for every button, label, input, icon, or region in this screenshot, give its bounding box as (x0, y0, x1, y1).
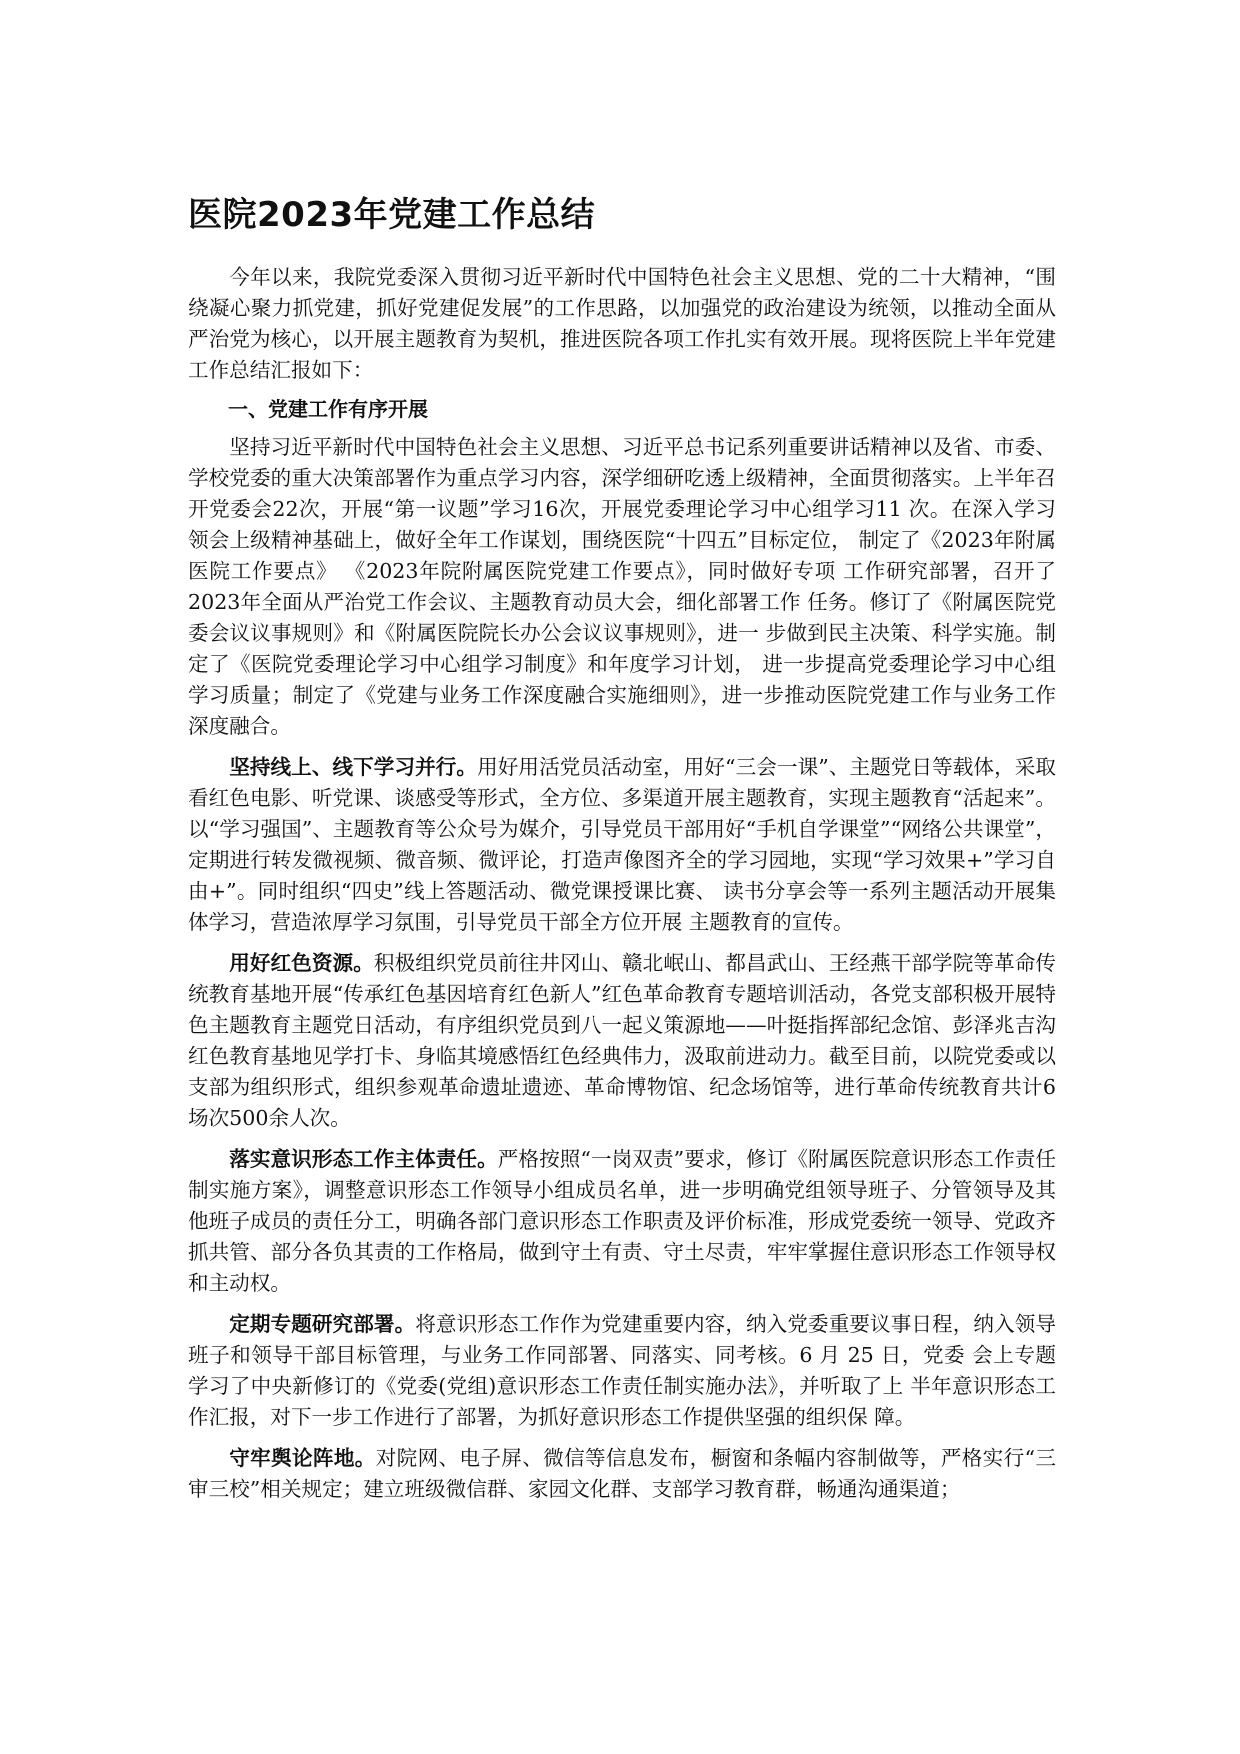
opinion-lead: 守牢舆论阵地。 (229, 1446, 376, 1470)
section-heading-1: 一、党建工作有序开展 (228, 397, 428, 421)
ideology-lead: 落实意识形态工作主体责任。 (229, 1147, 498, 1171)
study-body: 用好用活党员活动室，用好“三会一课”、主题党日等载体，采取看红色电影、听党课、谈感受等形式，全方位、多渠道开展主题教育，实现主题教育“活起来”。以“学习强国”、主题教育等公众号为媒介，引导党员干部用好“手机自学课堂”“网络公共课堂”，定期进行转发微视频、微音频、微评论，打造声像图齐全的学习园地，实现“学习效果+”学习自由+”。同时组织“四史”线上答题活动、微党课授课比赛、 读书分享会等一系列主题活动开展集体学习，营造浓厚学习氛围，引导党员干部全方位开展 主题教育的宣传。 (188, 755, 1056, 934)
research-paragraph (188, 1309, 1056, 1433)
study-paragraph (188, 752, 1056, 938)
red-resources-body: 积极组织党员前往井冈山、赣北岷山、都昌武山、王经燕干部学院等革命传统教育基地开展“传承红色基因培育红色新人”红色革命教育专题培训活动，各党支部积极开展特色主题教育主题党日活动，有序组织党员到八一起义策源地——叶挺指挥部纪念馆、彭泽兆吉沟红色教育基地见学打卡、身临其境感悟红色经典伟力，汲取前进动力。截至目前，以院党委或以支部为组织形式，组织参观革命遗址遗迹、革命博物馆、纪念场馆等，进行革命传统教育共计6场次500余人次。 (188, 951, 1057, 1130)
ideology-paragraph (188, 1144, 1056, 1299)
section-1-paragraph: 坚持习近平新时代中国特色社会主义思想、习近平总书记系列重要讲话精神以及省、市委、学校党委的重大决策部署作为重点学习内容，深学细研吃透上级精神，全面贯彻落实。上半年召开党委会22次，开展“第一议题”学习16次，开展党委理论学习中心组学习11 次。在深入学习领会上级精神基础上，做好全年工作谋划，围绕医院“十四五”目标定位， 制定了《2023年附属医院工作要点》 《2023年院附属医院党建工作要点》，同时做好专项 工作研究部署，召开了2023年全面从严治党工作会议、主题教育动员大会，细化部署工作 任务。修订了《附属医院党委会议议事规则》和《附属医院院长办公会议议事规则》，进一 步做到民主决策、科学实施。制定了《医院党委理论学习中心组学习制度》和年度学习计划， 进一步提高党委理论学习中心组学习质量；制定了《党建与业务工作深度融合实施细则》，进一步推动医院党建工作与业务工作深度融合。 (188, 435, 1056, 738)
opinion-paragraph (188, 1443, 1056, 1505)
document-title: 医院2023年党建工作总结 (188, 195, 596, 235)
opinion-body: 对院网、电子屏、微信等信息发布，橱窗和条幅内容制做等，严格实行“三审三校”相关规定；建立班级微信群、家园文化群、支部学习教育群，畅通沟通渠道； (188, 1446, 1056, 1501)
research-body: 将意识形态工作作为党建重要内容，纳入党委重要议事日程，纳入领导班子和领导干部目标管理，与业务工作同部署、同落实、同考核。6 月 25 日，党委 会上专题学习了中央新修订的《党委(党组)意识形态工作责任制实施办法》，并听取了上 半年意识形态工作汇报，对下一步工作进行了部署，为抓好意识形态工作提供坚强的组织保 障。 (188, 1312, 1057, 1429)
red-resources-lead: 用好红色资源。 (229, 951, 374, 975)
ideology-body: 严格按照“一岗双责”要求，修订《附属医院意识形态工作责任制实施方案》，调整意识形态工作领导小组成员名单，进一步明确党组领导班子、分管领导及其他班子成员的责任分工，明确各部门意识形态工作职责及评价标准，形成党委统一领导、党政齐抓共管、部分各负其责的工作格局，做到守土有责、守土尽责，牢牢掌握住意识形态工作领导权和主动权。 (188, 1147, 1056, 1295)
red-resources-paragraph (188, 948, 1056, 1134)
document-body (188, 262, 1056, 1515)
study-lead: 坚持线上、线下学习并行。 (229, 755, 478, 779)
research-lead: 定期专题研究部署。 (229, 1312, 416, 1336)
intro-paragraph: 今年以来，我院党委深入贯彻习近平新时代中国特色社会主义思想、党的二十大精神，“围绕凝心聚力抓党建，抓好党建促发展”的工作思路，以加强党的政治建设为统领，以推动全面从严治党为核心，以开展主题教育为契机，推进医院各项工作扎实有效开展。现将医院上半年党建工作总结汇报如下： (188, 265, 1056, 382)
